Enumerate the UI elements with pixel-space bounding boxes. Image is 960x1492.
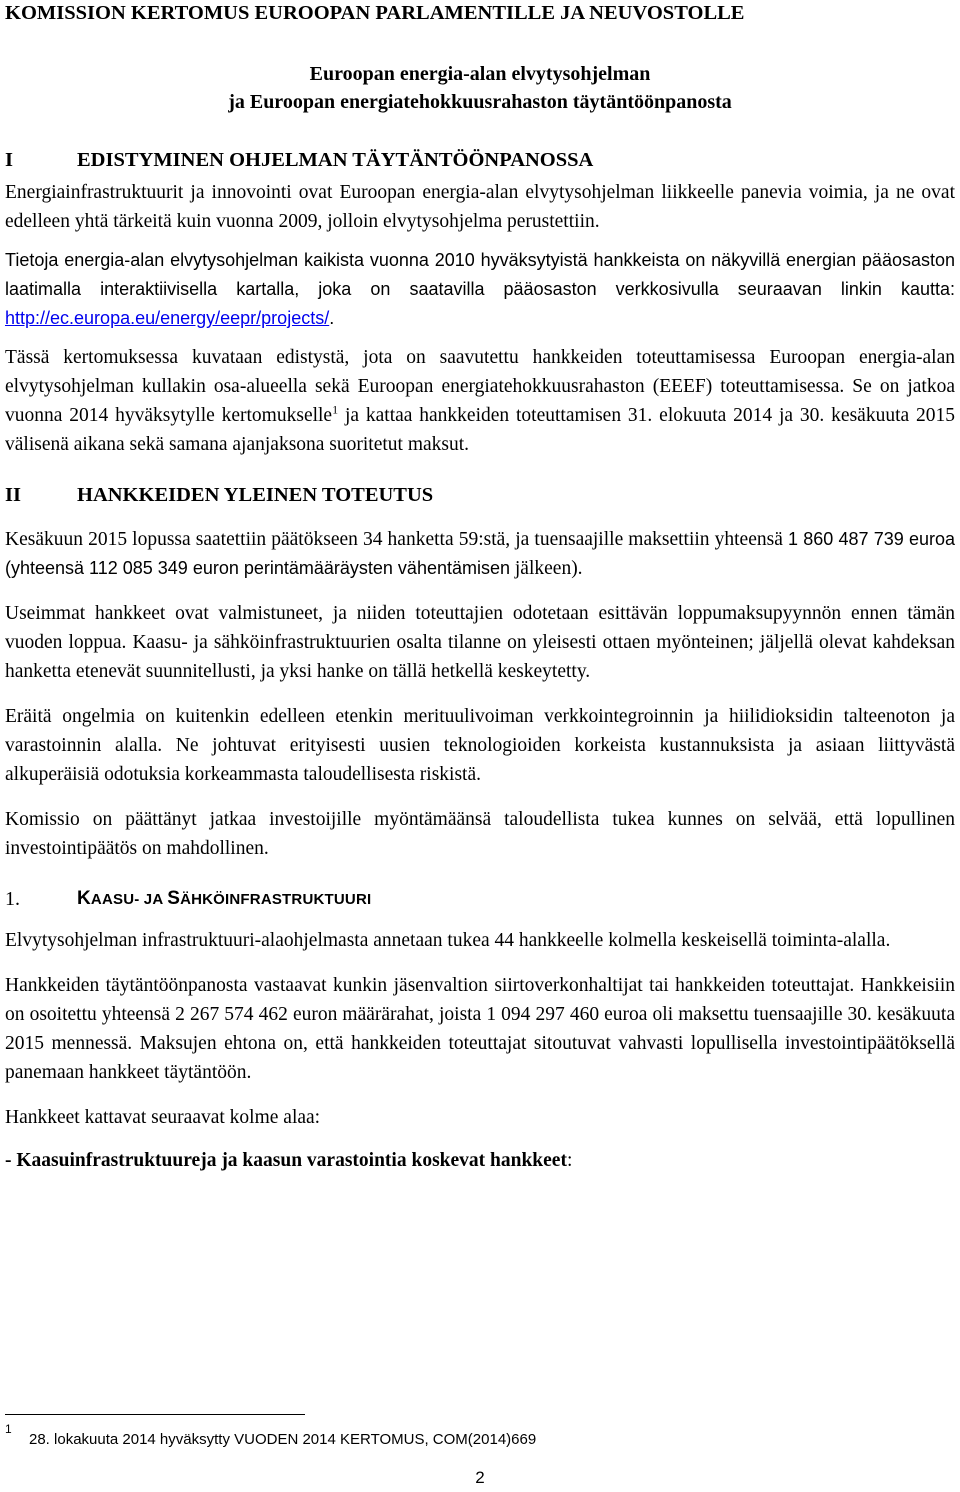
subtitle-line-2: ja Euroopan energiatehokkuusrahaston täytäntöönpanosta (228, 91, 732, 113)
list-item-heading (5, 1146, 955, 1175)
subsection-number: 1. (5, 888, 20, 910)
footnote-reference[interactable]: 1 (332, 402, 339, 417)
paragraph: Hankkeiden täytäntöönpanosta vastaavat kunkin jäsenvaltion siirtoverkonhaltijat tai hankkeiden toteuttajat. Hankkeisiin on osoitettu yhteensä 2 267 574 462 euron määrärahat, joista 1 094 297 460 euroa oli maksettu tuensaajille 30. kesäkuuta 2015 mennessä. Maksujen ehtona on, että hankkeiden toteuttajat sitoutuvat vahvasti lopullisella investointipäätöksellä panemaan hankkeet täytäntöön. (5, 975, 955, 1083)
document-title: KOMISSION KERTOMUS EUROOPAN PARLAMENTILLE JA NEUVOSTOLLE (5, 2, 745, 24)
subsection-heading-1 (5, 885, 955, 914)
paragraph-text-continued: ja kattaa hankkeiden toteuttamisen 31. elokuuta 2014 ja 30. kesäkuuta 2015 välisenä aikana sekä samana ajanjaksona suoritetut maksut. (5, 405, 955, 455)
paragraph: Energiainfrastruktuurit ja innovointi ovat Euroopan energia-alan elvytysohjelman liikkeelle panevia voimia, ja ne ovat edelleen yhtä tärkeitä kuin vuonna 2009, jolloin elvytysohjelma perustettiin. (5, 182, 955, 232)
subtitle-line-1: Euroopan energia-alan elvytysohjelman (309, 63, 651, 85)
paragraph-with-link (5, 246, 955, 333)
footnote-number: 1 (5, 1422, 12, 1436)
footnote-text: 28. lokakuuta 2014 hyväksytty VUODEN 2014 KERTOMUS, COM(2014)669 (29, 1431, 537, 1448)
paragraph-with-footnote (5, 343, 955, 459)
paragraph-text: Tietoja energia-alan elvytysohjelman kaikista vuonna 2010 hyväksytyistä hankkeista on näkyvillä energian pääosaston laatimalla interaktiivisella kartalla, joka on saatavilla pääosaston verkkosivulla seuraavan linkin kautta: (5, 250, 955, 299)
section-title: HANKKEIDEN YLEINEN TOTEUTUS (77, 484, 434, 506)
paragraph-end: . (329, 308, 335, 328)
paragraph: Eräitä ongelmia on kuitenkin edelleen etenkin merituulivoiman verkkointegroinnin ja hiilidioksidin talteenoton ja varastoinnin alalla. Ne johtuvat erityisesti uusien teknologioiden korkeista kustannuksista ja asiaan liittyvästä alkuperäisiä odotuksia korkeammasta taloudellisesta riskistä. (5, 706, 955, 785)
paragraph-end: jälkeen). (510, 558, 583, 579)
eepr-projects-link[interactable]: http://ec.europa.eu/energy/eepr/projects/ (5, 308, 330, 328)
section-heading-1 (5, 146, 955, 174)
paragraph-text: Tässä kertomuksessa kuvataan edistystä, jota on saavutettu hankkeiden toteuttamisessa Euroopan energia-alan elvytysohjelman kullakin osa-alueella sekä Euroopan energiatehokkuusrahaston (EEEF) toteuttamisessa. Se on jatkoa vuonna 2014 hyväksytylle kertomukselle (5, 347, 955, 426)
footnote-separator (5, 1414, 305, 1415)
section-number: I (5, 149, 13, 171)
paragraph-text: Kesäkuun 2015 lopussa saatettiin päätökseen 34 hanketta 59:stä, ja tuensaajille maksettiin yhteensä (5, 529, 788, 550)
subsection-title: KAASU- JA SÄHKÖINFRASTRUKTUURI (77, 888, 372, 909)
paragraph: Elvytysohjelman infrastruktuuri-alaohjelmasta annetaan tukea 44 hankkeelle kolmella keskeisellä toiminta-alalla. (5, 930, 891, 951)
paragraph: Hankkeet kattavat seuraavat kolme alaa: (5, 1107, 321, 1128)
footnote (5, 1422, 905, 1450)
section-title: EDISTYMINEN OHJELMAN TÄYTÄNTÖÖNPANOSSA (77, 149, 594, 171)
section-number: II (5, 484, 21, 506)
document-subtitle (5, 60, 955, 116)
paragraph-amounts: 1 860 487 739 euroa (yhteensä 112 085 349 euron perintämääräysten vähentämisen (5, 529, 955, 578)
paragraph: Komissio on päättänyt jatkaa investoijille myöntämäänsä taloudellista tukea kunnes on selvää, että lopullinen investointipäätös on mahdollinen. (5, 809, 955, 859)
section-heading-2 (5, 481, 955, 509)
list-item-text: - Kaasuinfrastruktuureja ja kaasun varastointia koskevat hankkeet (5, 1150, 567, 1171)
list-item-colon: : (566, 1150, 573, 1171)
paragraph (5, 525, 955, 583)
page-number: 2 (475, 1468, 485, 1487)
paragraph: Useimmat hankkeet ovat valmistuneet, ja niiden toteuttajien odotetaan esittävän loppumaksupyynnön ennen tämän vuoden loppua. Kaasu- ja sähköinfrastruktuurien osalta tilanne on yleisesti ottaen myönteinen; jäljellä olevat kahdeksan hanketta etenevät suunnitellusti, ja yksi hanke on tällä hetkellä keskeytetty. (5, 603, 955, 682)
